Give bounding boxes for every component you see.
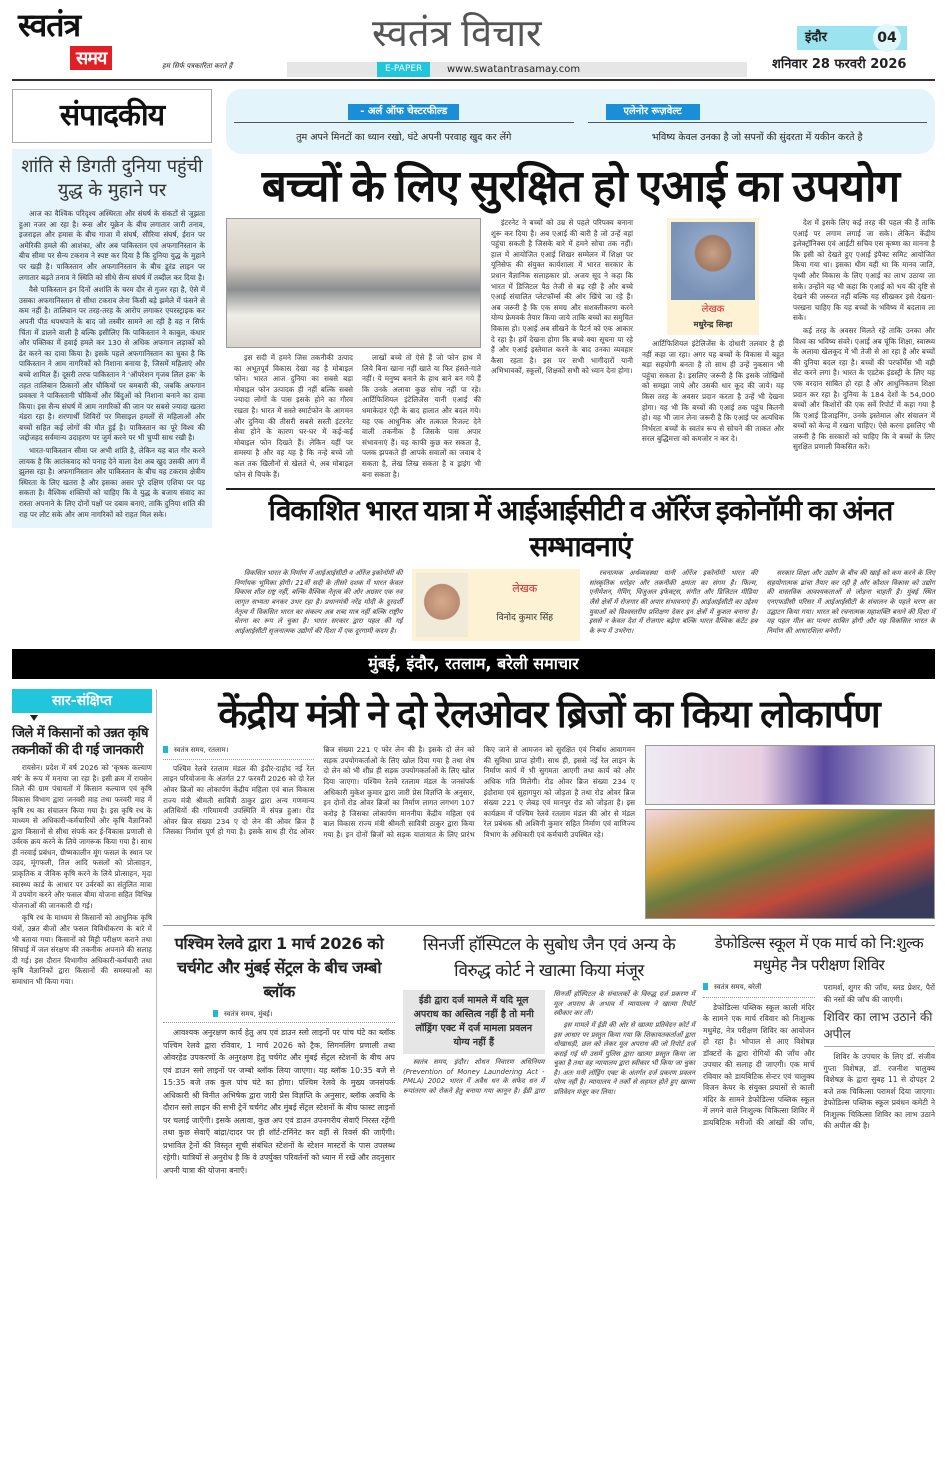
mumbai-byline: स्वतंत्र समय, मुंबई। xyxy=(163,1010,395,1023)
main-column xyxy=(226,89,935,641)
author-name: विनोद कुमार सिंह xyxy=(496,613,554,624)
paragraph: आर्टिफिशियल इंटेलिजेंस के दोधारी तलवार है ही नहीं कहा जा रहा। अगर यह बच्चों के विकास में बहुत बड़ा सहयोगी बनता है तो साथ ही उन्हें नुकसान भी पहुंचा सकता है। इसलिए जरूरी है कि इसके जोखिमों को समझा जाये और उसकी धार कूद की जाये। यह किस तरह के अवसर प्रदान करता है उन्हें भी देखना होगा। यह भी कि बच्चों की एआई तक पहुंच कितनी हो। यह भी जान लेना जरूरी है कि एआई पर अत्यधिक निर्भरता बच्चों के स्वतंत्र रूप से सोचने की ताकत और सरल बुद्धिमत्ता को कमजोर न कर दे। xyxy=(642,339,784,444)
date: शनिवार 28 फरवरी 2026 xyxy=(772,57,907,72)
paragraph: इस सदी में हमने जिस तकनीकी उत्पाद का अभूतपूर्व विकास देखा वह है मोबाइल फोन। भारत आज दुनिया का सबसे बड़ा मोबाइल फोन उत्पादक ही नहीं बल्कि सबसे ज्यादा लोगों के पास इसके होने का गौरव रखता है। भारत में सस्ते स्मार्टफोन के आगमन और दुनिया की तीसरी सबसे सस्ती इंटरनेट सेवा होने के कारण घर-घर में कई-कई मोबाइल फोन दिखते हैं। लेकिन यहीं पर समस्या है और वह यह है कि नन्हे बच्चे जो कल तक खिलौनों से खेलते थे, अब मोबाइल फोन से चिपके हैं। xyxy=(234,353,353,479)
quote-rule xyxy=(588,99,928,123)
author-info xyxy=(474,573,577,637)
paragraph: रायसेन। प्रदेश में वर्ष 2026 को 'कृषक कल्याण वर्ष' के रूप में मनाया जा रहा है। इसी क्रम में रायसेन जिले की ग्राम पंचायतों में किसान कल्याण एवं कृषि विकास विभाग द्वारा जनवरी माह तथा फरवरी माह में कृषि रथ का संचालन किया गया है। इस कृषि रथ के माध्यम से अधिकारी-कर्मचारियों और कृषि वैज्ञानिकों द्वारा किसानों से सीधा संपर्क कर ई-विकास प्रणाली से उर्वरक क्रय करने के लिये जागरूक किया गया है। साथ ही नरवाई प्रबंधन, ग्रीष्मकालीन मूंग फसल के स्थान पर उड़द, मूंगफली, तिल आदि फसलों को प्रोत्साहन, प्राकृतिक व जैविक कृषि करने के लिये प्रोत्साहन, मृदा स्वास्थ्य कार्ड के आधार पर उर्वरकों का संतुलित मात्रा में उपयोग करने और फसल बीमा योजना सहित विभिन्न योजनाओं की जानकारी दी गई। xyxy=(12,763,152,910)
regional-banner-text: मुंबई, इंदौर, रतलाम, बरेली समाचार xyxy=(368,654,579,674)
daffodils-byline: स्वतंत्र समय, बरेली xyxy=(703,982,815,998)
rail-byline: स्वतंत्र समय, रतलाम। xyxy=(163,745,314,760)
editorial-column xyxy=(12,89,212,641)
minister-speech-photo xyxy=(645,745,935,805)
page-number: 04 xyxy=(873,24,901,52)
quote-text: भविष्य केवल उनका है जो सपनों की सुंदरता में यकीन करते है xyxy=(651,132,863,143)
paragraph: स्वतंत्र समय, इंदौर। शोधन निवारण अधिनियम (Prevention of Money Laundering Act - PMLA) 2002 भारत में अवैध धन के सफेद धन में रूपांतरण को रोकने हेतु बनाया गया कानून है। ईडी द्वारा सिनर्जी हॉस्पिटल के संचालकों के विरुद्ध दर्ज प्रकरण में मूल अपराध के अभाव में न्यायालय ने खात्मा रिपोर्ट स्वीकार कर ली। xyxy=(403,990,695,1095)
paragraph: रचनात्मक अर्थव्यवस्था यानी ऑरेंज इकोनॉमी भारत की सांस्कृतिक धरोहर और तकनीकी क्षमता का संगम है। फिल्म, एनीमेशन, गेमिंग, विजुअल इफेक्ट्स, संगीत और डिजिटल मीडिया जैसे क्षेत्रों में रोजगार की अपार संभावनाएं हैं। आईआईसीटी का उद्देश्य युवाओं को विश्वस्तरीय प्रशिक्षण देकर इन क्षेत्रों में कुशल बनाना है। इससे न केवल देश में रोजगार बढ़ेगा बल्कि भारत वैश्विक कंटेंट हब के रूप में उभरेगा। xyxy=(589,569,758,635)
quote-rule xyxy=(234,99,574,123)
daffodils-article-body xyxy=(703,982,935,1132)
paragraph: कई तरह के अवसर मिलते रहें ताकि उनका और विश्व का भविष्य संवरे। एआई अब चूंकि शिक्षा, स्वास्थ्य के अलावा खेलकूद में भी तेजी से आ रहा है और बच्चों की दुनिया बदल रहा है। बच्चों की परफॉर्मेंस भी वही सेट करने लगा है। भारत के एडटेक इंडस्ट्री के लिए यह एक वरदान साबित हो रहा है और आधुनिकतम शिक्षा प्रदान कर रहा है। दुनिया के 184 देशों के 54,000 बच्चों और किशोरों की एक सर्वे रिपोर्ट में कहा गया है कि एआई डिजाइनिंग, उनके इस्तेमाल और संचालन में बच्चों को केन्द्र में रखना चाहिए। ऐसे करना इसलिए भी जरूरी है कि सरकारों को चाहिए कि वे बच्चों के लिए सुरक्षित प्रणाली विकसित करें। xyxy=(793,325,935,452)
students-computer-lab-photo xyxy=(226,218,481,348)
author-name: मधुरेन्द्र सिन्हा xyxy=(693,320,733,329)
rail-article-body xyxy=(163,745,635,919)
ai-article-body-right xyxy=(491,218,935,482)
logo-top: स्वतंत्र xyxy=(18,7,81,43)
brief-label: सार-संक्षिप्त xyxy=(12,689,152,713)
quote-2 xyxy=(588,99,928,144)
court-pull-quote: ईडी द्वारा दर्ज मामले में यदि मूल अपराध का अस्तित्व नहीं है तो मनी लॉड्रिंग एक्ट में दर्ज मामला प्रवलन योग्य नहीं हैं xyxy=(403,990,545,1054)
iicc-author-box xyxy=(412,569,581,641)
inauguration-photo xyxy=(645,809,935,919)
ai-article-body-left xyxy=(226,353,481,482)
author-photo xyxy=(416,573,468,637)
rail-article xyxy=(163,745,935,919)
court-article-headline: सिनर्जी हॉस्पिटल के सुबोध जैन एवं अन्य के विरुद्ध कोर्ट ने खात्मा किया मंजूर xyxy=(422,935,676,982)
regional-banner xyxy=(12,649,935,679)
author-photo xyxy=(671,222,755,300)
editorial-headline: शांति से डिगती दुनिया पहुंची युद्ध के मुहाने पर xyxy=(21,156,203,201)
rail-article-headline: केंद्रीय मंत्री ने दो रेलओवर ब्रिजों का किया लोकार्पण xyxy=(218,694,880,737)
epaper-bar xyxy=(287,62,747,77)
tagline: हम सिर्फ पत्रकारिता करते हैं xyxy=(162,62,233,70)
court-article-body xyxy=(403,990,695,1098)
author-label: लेखक xyxy=(701,304,725,315)
ai-article xyxy=(226,218,935,482)
masthead xyxy=(12,0,935,82)
city: इंदौर xyxy=(805,30,827,45)
daffodils-article xyxy=(703,932,935,1179)
quote-text: तुम अपने मिनटों का ध्यान रखो, घंटे अपनी परवाह खुद कर लेंगे xyxy=(296,132,512,143)
paragraph: पश्चिम रेलवे रतलाम मंडल की इंदौर-दाहोद नई रेल लाइन परियोजना के अंतर्गत 27 फरवरी 2026 को दो रेल ओवर ब्रिजों का लोकार्पण केंद्रीय महिला एवं बाल विकास राज्य मंत्री श्रीमती सावित्री ठाकुर द्वारा अन्य गणमान्य अतिथियों की गरिमामयी उपस्थिति में संपन्न हुआ। रोड ओवर ब्रिज संख्या 234 ए दो लेन की ओवर ब्रिज है जिसका निर्माण पूर्ण हो गया है। इसके साथ ही रोड ओवर ब्रिज संख्या 221 ए फोर लेन की है। इसके दो लेन को सड़क उपयोगकर्ताओं के लिए खोल दिया गया है तथा शेष दो लेन को भी शीघ्र ही सड़क उपयोगकर्ताओं के लिए खोल दिया जाएगा। पश्चिम रेलवे रतलाम मंडल के जनसंपर्क अधिकारी मुकेश कुमार द्वारा जारी प्रेस विज्ञप्ति के अनुसार, इन दोनों रोड ओवर ब्रिजों का निर्माण लागत लगभग 107 करोड़ है जिसका लोकार्पण माननीया केंद्रीय महिला एवं बाल विकास राज्य मंत्री श्रीमती सावित्री ठाकुर द्वारा किया गया है। इन दोनों ब्रिजों को सड़क यातायात के लिए प्रारंभ किए जाने से आमजन को सुरक्षित एवं निर्बाध आवागमन की सुविधा प्राप्त होगी। साथ ही, इससे नई रेल लाइन के निर्माण कार्य में भी सुगमता आएगी तथा कार्य को और अधिक गति मिलेगी। रोड ओवर ब्रिज संख्या 234 ए इंदोरामा एवं सुहागपुरा को जोड़ता है तथा रोड ओवर ब्रिज संख्या 221 ए लेबड़ एवं मानपुर रोड को जोड़ता है। इस कार्यक्रम में पश्चिम रेलवे रतलाम मंडल की ओर से मंडल रेल प्रबंधक श्री अश्विनी कुमार सहित निर्माण एवं वाणिज्य विभाग के अधिकारी एवं कर्मचारी उपस्थित रहे। xyxy=(163,745,635,839)
ai-article-left xyxy=(226,218,481,482)
logo xyxy=(18,6,148,72)
author-label: लेखक xyxy=(512,582,538,596)
paragraph: भारत-पाकिस्तान सीमा पर अभी शांति है, लेकिन यह बात गौर करने लायक है कि आतंकवाद को पनाह देने वाला देश अब खुद उसकी आग में झुलस रहा है। अफगानिस्तान और पाकिस्तान के बीच यह टकराव क्षेत्रीय स्थिरता के लिए खतरा है और इसका असर पूरे दक्षिण एशिया पर पड़ सकता है। वैश्विक शक्तियों को चाहिए कि वे युद्ध के बजाय संवाद का रास्ता अपनाने के लिए दोनों पक्षों पर दबाव बनाएं, ताकि दुनिया शांति की राह पर लौट सके और आम नागरिकों को राहत मिल सके। xyxy=(19,446,205,519)
bottom-main xyxy=(163,689,935,1179)
paragraph: लाखों बच्चे तो ऐसे हैं जो फोन हाथ में लिये बिना खाना नहीं खाते या फिर हंसते-गाते नहीं। ये मनुष्य बनाने के हाथ बाने बन गये हैं कि उनके अलावा कुछ सोच नहीं पा रहे। आर्टिफिशियल इंटेलिजेंस यानी एआई की धमाकेदार एंट्री के बाद हालात और बदल गये। यह एक आधुनिक और तत्काल रिजल्ट देने वाली तकनीक है जिसके पास अपार संभावनाएं हैं। यह काफी कुछ कर सकता है, पलक झपकते ही आपके सवालों का जवाब दे सकता है, लेख लिख सकता है व ड्राइंग भी बना सकता है। xyxy=(362,353,481,479)
ai-article-headline: बच्चों के लिए सुरक्षित हो एआई का उपयोग xyxy=(261,162,900,211)
daffodils-article-headline: डेफोडिल्स स्कूल में एक मार्च को नि:शुल्क मधुमेह नैत्र परीक्षण शिविर xyxy=(714,934,924,975)
iicc-article-body xyxy=(226,569,935,641)
bottom-articles xyxy=(163,932,935,1179)
editorial-body xyxy=(19,209,205,520)
quote-author: एलेनोर रूज़वेल्ट xyxy=(606,104,700,120)
editorial-body-box xyxy=(12,149,212,528)
daffodils-subhead: शिविर का लाभ उठाने की अपील xyxy=(824,1009,936,1047)
editorial-label: संपादकीय xyxy=(59,99,165,132)
masthead-rule xyxy=(12,79,935,81)
brief-body xyxy=(12,763,152,987)
section-rule xyxy=(163,925,935,926)
section-rule xyxy=(226,488,935,490)
paragraph: आवश्यक अनुरक्षण कार्य हेतु अप एवं डाउन स्लो लाइनों पर पांच घंटे का ब्लॉक पश्चिम रेलवे द्वारा रविवार, 1 मार्च 2026 को ट्रैक, सिगनलिंग प्रणाली तथा ओवरहेड उपकरणों के अनुरक्षण हेतु चर्चगेट और मुंबई सेंट्रल स्टेशनों के बीच अप एवं डाउन स्लो लाइनों पर जम्बो ब्लॉक लिया जाएगा। यह ब्लॉक 10:35 बजे से 15:35 बजे तक कुल पांच घंटे का होगा। पश्चिम रेलवे के मुख्य जनसंपर्क अधिकारी श्री विनीत अभिषेक द्वारा जारी प्रेस विज्ञप्ति के अनुसार, ब्लॉक अवधि के दौरान स्लो लाइन की सभी ट्रेनें चर्चगेट और मुंबई सेंट्रल स्टेशनों के बीच फास्ट लाइनों पर चलाई जाएँगी। इसके अलावा, कुछ अप एवं डाउन उपनगरीय सेवाएँ निरस्त रहेंगी तथा कुछ सेवाएँ बांद्रा/दादर पर ही शॉर्ट-टर्मिनेट कर वहीं से रिवर्स की जाएँगी। प्रभावित ट्रेनों की विस्तृत सूची संबंधित स्टेशनों के स्टेशन मास्टरों के पास उपलब्ध रहेगी। यात्रियों से अनुरोध है कि वे उपर्युक्त परिवर्तनों को ध्यान में रखें और तदनुसार अपनी यात्रा की योजना बनाएँ। xyxy=(163,1028,395,1175)
mumbai-article-body xyxy=(163,1027,395,1177)
rail-photos xyxy=(645,745,935,919)
epaper-label[interactable]: E-PAPER xyxy=(377,62,430,77)
quote-author: - अर्ल ऑफ चेस्टरफील्ड xyxy=(348,104,459,120)
paragraph: इस मामले में ईडी की ओर से खात्मा प्रतिवेदन कोर्ट में इस आधार पर प्रस्तुत किया गया कि शिकायतकर्ताओं द्वारा धोखाधड़ी, छल को लेकर मूल अपराध की जो रिपोर्ट दर्ज कराई गई थी उसमें पुलिस द्वारा खात्मा प्रस्तुत किया जा चुका है तथा वह न्यायालय द्वारा स्वीकार भी किया जा चुका है। अतः मनी लॉड्रिंग एक्ट के अंतर्गत दर्ज प्रकरण प्रवलन योग्य नहीं है। न्यायालय ने तर्कों से सहमत होते हुए खात्मा प्रतिवेदन मंजूर कर लिया। xyxy=(553,1020,695,1097)
quotes-band xyxy=(226,89,935,154)
edition-box xyxy=(797,26,907,50)
paragraph: सरकार शिक्षा और उद्योग के बीच की खाई को कम करने के लिए सहयोगात्मक ढांचा तैयार कर रही है और कौशल विकास को उद्योग की वास्तविक आवश्यकताओं से जोड़ना चाहती है। मुंबई स्थित एनएफडीसी परिसर में आईआईसीटी के संचालन के पहले चरण का उद्घाटन किया गया। भारत को रचनात्मक महाशक्ति बनाने की दिशा में यह पहल मील का पत्थर साबित होगी और यह विकसित भारत के निर्माण की आधारशिला बनेगी। xyxy=(766,569,935,635)
brief-pointer-icon xyxy=(30,715,38,721)
mumbai-article-headline: पश्चिम रेलवे द्वारा 1 मार्च 2026 को चर्चगेट और मुंबई सेंट्रल के बीच जम्बो ब्लॉक xyxy=(174,934,384,1002)
paragraph: विकसित भारत के निर्माण में आईआईसीटी व ऑरेंज इकोनॉमी की निर्णायक भूमिका होगी। 21वीं सदी के तीसरे दशक में भारत केवल विकास शील राष्ट्र नहीं, बल्कि वैश्विक नेतृत्व की ओर अग्रसर एक नव जागृत सभ्यता बनकर उभर रहा है। प्रधानमंत्री नरेंद्र मोदी के दूरदर्शी नेतृत्व में विकसित भारत का संकल्प अब शब्द मात्र नहीं बल्कि राष्ट्रीय चेतना का रूप ले चुका है। भारत सरकार द्वारा पहल की गई आईआईसीटी सृजनात्मक उद्योगों की दिशा में एक दूरगामी कदम है। xyxy=(234,569,403,635)
paragraph: आज का वैश्विक परिदृश्य अस्थिरता और संघर्ष के संकटों से जूझता हुआ नजर आ रहा है। रूस और यूक्रेन के बीच लगातार जारी तनाव, इजराइल और हमास के बीच गाजा में संघर्ष, सीरिया संघर्ष, ईरान पर अमेरिकी हमले की आशंका, और अब पाकिस्तान एवं अफगानिस्तान के बीच सीमा पर सैन्य टकराव ने स्पष्ट कर दिया है कि दुनिया युद्ध के मुहाने पर खड़ी है। पाकिस्तान और अफगानिस्तान के बीच डूरंड लाइन पर लगातार बढ़ते तनाव ने स्थिति को सीधे सैन्य संघर्ष में तब्दील कर दिया है। xyxy=(19,209,205,282)
iicc-article-headline: विकाशित भारत यात्रा में आईआईसीटी व ऑरेंज इकोनॉमी का अंनत सम्भावनाएं xyxy=(268,495,893,563)
top-section xyxy=(12,89,935,641)
paragraph: इंटरनेट ने बच्चों को उम्र से पहले परिपक्व बनाना शुरू कर दिया है। अब एआई की बारी है जो उन्हें वहां पहुंचा सकती है जिसके बारे में हमने सोचा तक नहीं। हाल में आयोजित एआई शिखर सम्मेलन में शिक्षा पर यूनिसेफ की संयुक्त कार्यशाला में भारत सरकार के प्रधान वैज्ञानिक सलाहकार प्रो. अजय सूद ने कहा कि भारत में डिजिटल पैठ तेजी से बढ़ रही है और बच्चे एआई संचालित प्लेटफॉर्म्स की ओर खिंचे जा रहे हैं। अब जरूरी है कि एक समग्र और सशक्तीकरण करने योग्य फ्रेमवर्क तैयार किया जाये ताकि बच्चों का समुचित विकास हो। एआई अब सीखने के पैटर्न को एक आकार दे रहा है। हमें देखना होगा कि बच्चे क्या सूचना पा रहे हैं और एआई इस्तेमाल करने के बाद उनका व्यवहार कैसा रहता है। इस पर सभी भागीदारों यानी अभिभावकों, स्कूलों, शिक्षकों सभी को ध्यान देना होगा। xyxy=(491,218,633,376)
court-article xyxy=(403,932,695,1179)
brief-headline: जिले में किसानों को उन्नत कृषि तकनीकों की दी गई जानकारी xyxy=(12,726,148,759)
logo-bottom: समय xyxy=(70,46,112,70)
quote-1 xyxy=(234,99,574,144)
section-title: स्वतंत्र विचार xyxy=(372,13,542,55)
paragraph: वैसे पाकिस्तान इन दिनों अशांति के चरम दौर से गुजर रहा है, ऐसे में उसका अफगानिस्तान से सीधा टकराव लेना किसी बड़े झमेले में फंसने से कम नहीं है। तालिबान पर तरह-तरह के आरोप लगाकर एयरस्ट्राइक कर अपनी पीठ थपथपाने के बाद जो तस्वीर सामने आ रही है वह न सिर्फ चिंता में डालने वाली है बल्कि इसीलिए कि पाकिस्तान ने काबुल, कंधार और पक्तिका में हवाई हमले कर 130 से अधिक अफगान लड़ाकों को ढेर करने का दावा किया है। इसके पहले अफगानिस्तान का चुका है कि पाकिस्तान ने आम नागरिकों को निशाना बनाया है, जिसमें महिलाएं और बच्चे शामिल हैं। दूसरी तरफ पाकिस्तान ने 'ऑपरेशन गृजब लिल हक' के तहत तालिबान ठिकानों और चौकियों पर बमबारी की, जबकि अफगान प्रवक्ता ने पाकिस्तानी चौकियों और बिंदुओं को निशाना बनाने का दावा किया। इस सैन्य संघर्ष में आम नागरिकों की जान पर सबसे ज्यादा खतरा मंडरा रहा है। शरणार्थी शिविरों पर मिसाइल हमलों से महिलाओं और बच्चों सहित कई लोगों की मौत हुई है। पाकिस्तान का पूरे विश्व की जद्दोजहद सर्वमान्य उदाहरण पर जुर्म करने पर भी चुप्पी साध रखी है। xyxy=(19,285,205,443)
paragraph: कृषि रथ के माध्यम से किसानों को आधुनिक कृषि यंत्रों, उन्नत बीजों और फसल विविधीकरण के बारे में भी बताया गया। किसानों को मिट्टी परीक्षण कराने तथा सिंचाई में जल संरक्षण की तकनीक अपनाने की सलाह दी गई। इस दौरान विभागीय अधिकारी-कर्मचारी तथा कृषि वैज्ञानिकों द्वारा किसानों की समस्याओं का समाधान भी किया गया। xyxy=(12,913,152,986)
paragraph: शिविर के उपचार के लिए डॉ. संजीव गुप्ता विशेषज्ञ, डॉ. रजनीश चालुक्य विशेषज्ञ के द्वारा सुबह 11 से दोपहर 2 बजे तक चिकित्सा परामर्श दिया जाएगा। डेफोडिल्स पब्लिक स्कूल प्रबंधन कमेटी ने निःशुल्क चिकित्सा शिविर का लाभ उठाने की अपील की है। xyxy=(823,1052,935,1131)
mumbai-article xyxy=(163,932,395,1179)
ai-author-box xyxy=(667,218,759,335)
editorial-label-box xyxy=(12,89,212,143)
brief-sidebar xyxy=(12,689,157,1179)
paragraph: देश में इसके लिए कई तरह की पहल की हैं ताकि एआई पर लगाम लगाई जा सके। लेकिन केंद्रीय इलेक्ट्रॉनिक्स एवं आईटी सचिव एस कृष्णा का मानना है कि इसी को देखते हुए एआई इंपैक्ट समिट आयोजित किया गया था। इसका थीम यही था कि मानव जाति, पृथ्वी और विकास के लिए एआई का लाभ उठाया जा सके। उन्होंने यह भी कहा कि एआई को भय की दृष्टि से देखने की जरूरत नहीं बल्कि यह सीखकर इसे देखना-परखना चाहिए कि यह बच्चों के भविष्य में बदलाव ला सके। xyxy=(793,218,935,323)
bottom-section xyxy=(12,689,935,1179)
website-link[interactable]: www.swatantrasamay.com xyxy=(447,64,581,75)
paragraph: डेफोडिल्स पब्लिक स्कूल काली मंदिर के सामने एक मार्च रविवार को निःशुल्क मधुमेह, नेत्र परीक्षण शिविर का आयोजन हो रहा है। भोपाल से आए विशेषज्ञ डॉक्टरों के द्वारा रोगियों की जाँच और उपचार की सलाह दी जाएगी। एक मार्च रविवार को डायबिटिक सेन्टर एवं चालुक्य विजन केयर के संयुक्त प्रयासों से काली मंदिर के सामने डेफोडिल्स पब्लिक स्कूल में लगने वाले निःशुल्क चिकित्सा शिविर में डायबिटिक मरीजों की आंखों की जाँच, परामर्श, शुगर की जाँच, ब्लड प्रेशर, पैरों की नसों की जाँच की जाएगी। xyxy=(703,983,935,1127)
